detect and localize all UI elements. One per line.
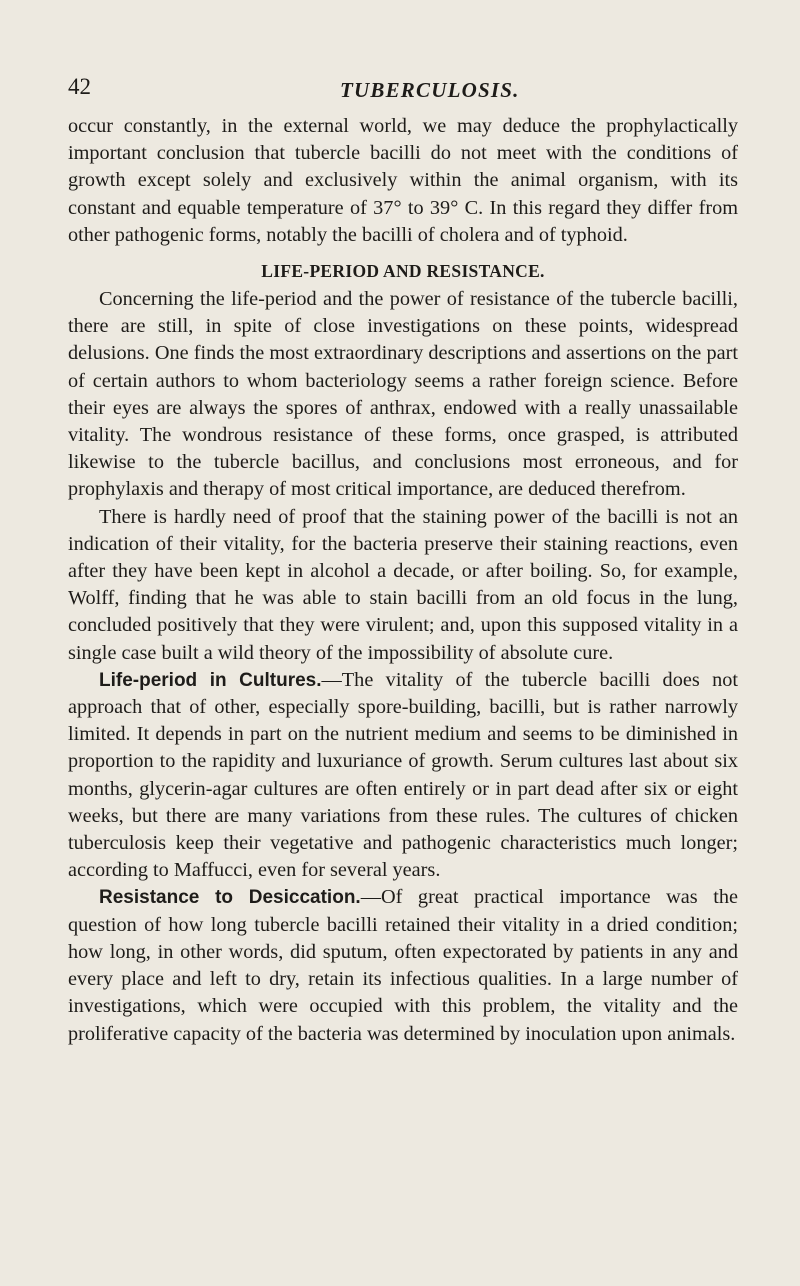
running-title: TUBERCULOSIS. <box>340 78 520 102</box>
body-text <box>68 113 738 1048</box>
paragraph-cultures <box>68 667 738 885</box>
section-heading: LIFE-PERIOD AND RESISTANCE. <box>261 261 545 282</box>
paragraph-life-period: Concerning the life-period and the power of resistance of the tubercle bacilli, there are still, in spite of close investigations on these points, widespread delusions. One finds the most extraordinary descriptions and assertions on the part of certain authors to whom bacteriology seems a rather foreign science. Before their eyes are always the spores of anthrax, endowed with a really unassailable vitality. The wondrous resistance of these forms, once grasped, is attributed likewise to the tubercle bacillus, and conclusions most erroneous, and for prophylaxis and therapy of most critical importance, are deduced therefrom. <box>68 288 738 501</box>
run-in-heading-desiccation: Resistance to Desiccation. <box>99 887 361 909</box>
paragraph-desiccation-text: —Of great practical importance was the question of how long tubercle bacilli retained their vitality in a dried condition; how long, in other words, did sputum, often expectorated by patients in any and every place and left to dry, retain its infectious qualities. In a large number of investigations, which were occupied with this problem, the vitality and the proliferative capacity of the bacteria was determined by inoculation upon animals. <box>68 886 738 1045</box>
run-in-heading-cultures: Life-period in Cultures. <box>99 669 322 691</box>
page-number: 42 <box>68 74 91 99</box>
paragraph-desiccation <box>68 884 738 1047</box>
paragraph-cultures-text: —The vitality of the tubercle bacilli does not approach that of other, especially spore-building, bacilli, but is rather narrowly limited. It depends in part on the nutrient medium and seems to be diminished in proportion to the rapidity and luxuriance of growth. Serum cultures last about six months, glycerin-agar cultures are often entirely or in part dead after six or eight weeks, but there are many variations from these rules. The cultures of chicken tuberculosis keep their vegetative and pathogenic characteristics much longer; according to Maffucci, even for several years. <box>68 668 738 882</box>
paragraph-continuation: occur constantly, in the external world, we may deduce the prophylactically important conclusion that tubercle bacilli do not meet with the conditions of growth except solely and exclusively within the animal organism, with its constant and equable temperature of 37° to 39° C. In this regard they differ from other pathogenic forms, notably the bacilli of cholera and of typhoid. <box>68 115 738 246</box>
paragraph-staining-power: There is hardly need of proof that the staining power of the bacilli is not an indication of their vitality, for the bacteria preserve their staining reactions, even after they have been kept in alcohol a decade, or after boiling. So, for example, Wolff, finding that he was able to stain bacilli from an old focus in the lung, concluded positively that they were virulent; and, upon this supposed vitality in a single case built a wild theory of the impossibility of absolute cure. <box>68 505 738 664</box>
